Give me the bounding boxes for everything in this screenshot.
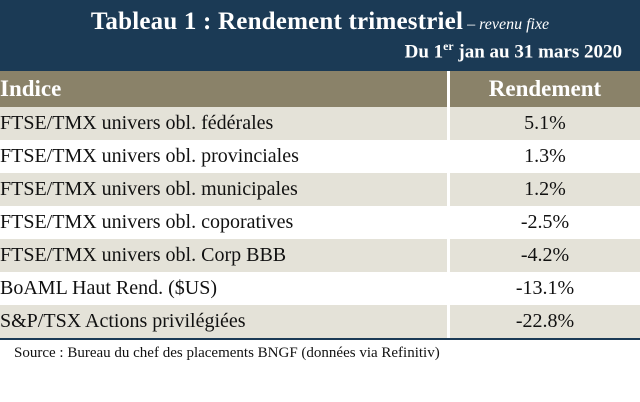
table-row	[0, 272, 640, 305]
row-value: -2.5%	[449, 206, 640, 239]
row-value: -13.1%	[449, 272, 640, 305]
returns-table	[0, 71, 640, 338]
table-row	[0, 107, 640, 140]
table-head	[0, 71, 640, 107]
row-value: -4.2%	[449, 239, 640, 272]
table-body	[0, 107, 640, 338]
table-subtitle: – revenu fixe	[467, 16, 550, 33]
table-title-block	[0, 0, 640, 71]
row-label: FTSE/TMX univers obl. municipales	[0, 173, 449, 206]
period-prefix: Du 1	[404, 41, 444, 63]
table-row	[0, 206, 640, 239]
table-source-note: Source : Bureau du chef des placements BNGF (données via Refinitiv)	[0, 338, 640, 366]
table-title: Tableau 1 : Rendement trimestriel	[90, 8, 464, 35]
row-value: 1.2%	[449, 173, 640, 206]
column-header-return: Rendement	[449, 71, 640, 107]
row-label: FTSE/TMX univers obl. coporatives	[0, 206, 449, 239]
row-label: S&P/TSX Actions privilégiées	[0, 305, 449, 338]
table-title-line	[14, 8, 626, 36]
table-row	[0, 305, 640, 338]
period-suffix: jan au 31 mars 2020	[453, 41, 622, 63]
table-period	[14, 40, 626, 63]
period-ordinal-suffix: er	[443, 40, 454, 53]
row-value: -22.8%	[449, 305, 640, 338]
table-row	[0, 140, 640, 173]
row-label: FTSE/TMX univers obl. provinciales	[0, 140, 449, 173]
table-row	[0, 239, 640, 272]
column-header-index: Indice	[0, 71, 449, 107]
row-label: FTSE/TMX univers obl. fédérales	[0, 107, 449, 140]
row-label: FTSE/TMX univers obl. Corp BBB	[0, 239, 449, 272]
row-label: BoAML Haut Rend. ($US)	[0, 272, 449, 305]
row-value: 1.3%	[449, 140, 640, 173]
table-header-row	[0, 71, 640, 107]
row-value: 5.1%	[449, 107, 640, 140]
table-row	[0, 173, 640, 206]
